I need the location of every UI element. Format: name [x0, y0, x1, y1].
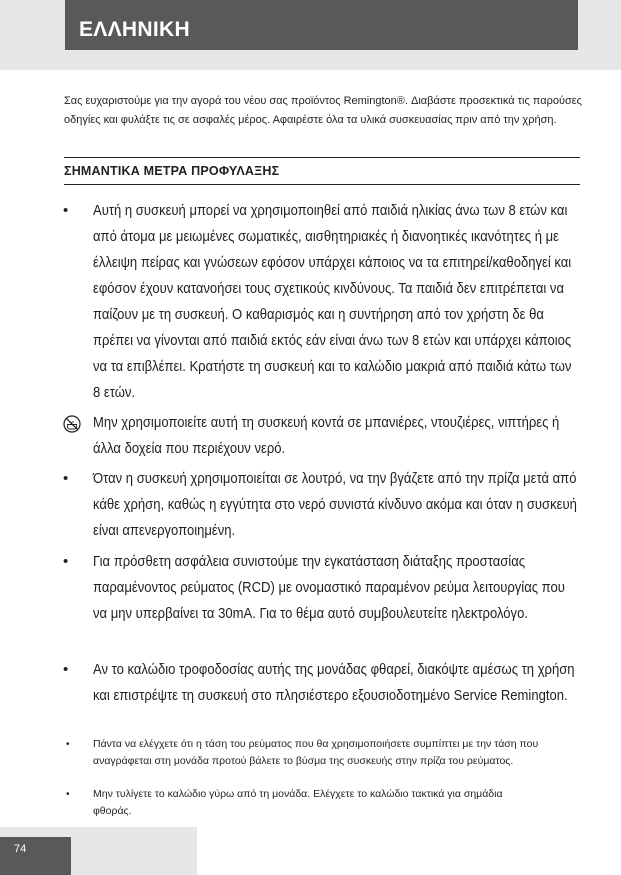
section-heading: ΣΗΜΑΝΤΙΚΑ ΜΕΤΡΑ ΠΡΟΦΥΛΑΞΗΣ: [64, 164, 280, 178]
bullet-marker: •: [63, 202, 69, 219]
bullet-marker: •: [63, 553, 69, 570]
heading-rule-top: [64, 157, 580, 158]
heading-rule-bottom: [64, 184, 580, 185]
bullet-marker: •: [63, 470, 69, 487]
no-bath-water-warning-icon: [63, 415, 81, 433]
page-number-box: [0, 837, 71, 875]
list-item: Πάντα να ελέγχετε ότι η τάση του ρεύματος που θα χρησιμοποιήσετε συμπίπτει με την τάση που αναγράφεται στη μονάδα προτού βάλετε το βύσμα της συσκευής στην πρίζα του ρεύματος.: [93, 738, 539, 767]
list-item: Αυτή η συσκευή μπορεί να χρησιμοποιηθεί από παιδιά ηλικίας άνω των 8 ετών και από άτομα με μειωμένες σωματικές, αισθητηριακές ή διανοητικές ικανότητες ή με έλλειψη πείρας και γνώσεων εφόσον υπάρχει κάποιος να τα επιτηρεί/καθοδηγεί και εφόσον έχουν κατανοήσει τους σχετικούς κινδύνους. Τα παιδιά δεν επιτρέπεται να παίζουν με τη συσκευή. Ο καθαρισμός και η συντήρηση από τον χρήστη δε θα πρέπει να γίνονται από παιδιά εκτός εάν είναι άνω των 8 ετών και υπάρχει κάποιος να τα επιβλέπει. Κρατήστε τη συσκευή και το καλώδιο μακριά από παιδιά κάτω των 8 ετών.: [93, 202, 572, 401]
list-item: Μην τυλίγετε το καλώδιο γύρω από τη μονάδα. Ελέγχετε το καλώδιο τακτικά για σημάδια φθοράς.: [93, 788, 503, 817]
bullet-marker: •: [66, 739, 70, 750]
intro-paragraph: Σας ευχαριστούμε για την αγορά του νέου σας προϊόντος Remington®. Διαβάστε προσεκτικά τις παρούσες οδηγίες και φυλάξτε τις σε ασφαλές μέρος. Αφαιρέστε όλα τα υλικά συσκευασίας πριν από την χρήση.: [64, 95, 582, 126]
list-item: Για πρόσθετη ασφάλεια συνιστούμε την εγκατάσταση διάταξης προστασίας παραμένοντος ρεύματος (RCD) με ονομαστικό παραμένον ρεύμα λειτουργίας που να μην υπερβαίνει τα 30mA. Για το θέμα αυτό συμβουλευτείτε ηλεκτρολόγο.: [93, 553, 565, 622]
bullet-marker: •: [66, 789, 70, 800]
list-item: Αν το καλώδιο τροφοδοσίας αυτής της μονάδας φθαρεί, διακόψτε αμέσως τη χρήση και επιστρέψτε τη συσκευή στο πλησιέστερο εξουσιοδοτημένο Service Remington.: [93, 661, 575, 704]
language-title: ΕΛΛΗΝΙΚΗ: [79, 18, 190, 41]
list-item: Όταν η συσκευή χρησιμοποιείται σε λουτρό, να την βγάζετε από την πρίζα μετά από κάθε χρήση, καθώς η εγγύτητα στο νερό συνιστά κίνδυνο ακόμα και όταν η συσκευή είναι απενεργοποιημένη.: [93, 470, 577, 539]
page-number: 74: [14, 843, 27, 855]
list-item: Μην χρησιμοποιείτε αυτή τη συσκευή κοντά σε μπανιέρες, ντουζιέρες, νιπτήρες ή άλλα δοχεία που περιέχουν νερό.: [93, 414, 560, 457]
bullet-marker: •: [63, 661, 69, 678]
